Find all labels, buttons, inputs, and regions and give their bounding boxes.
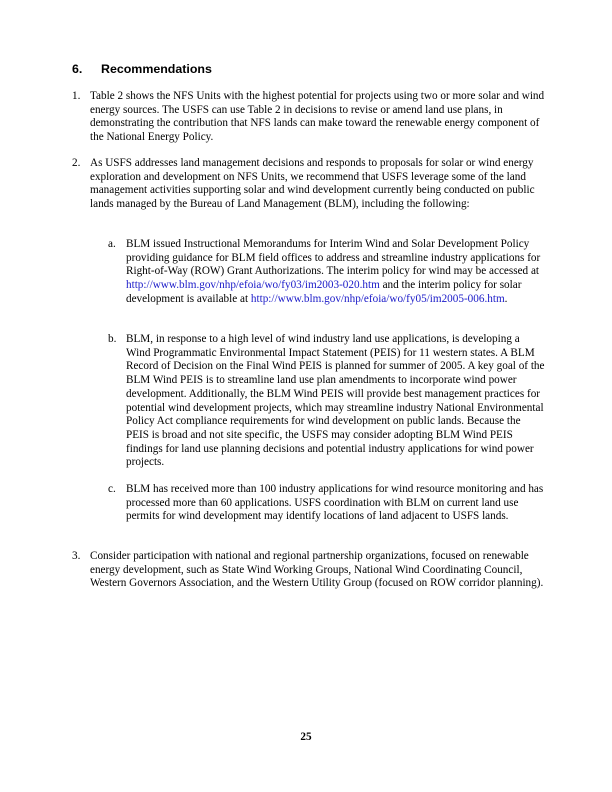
subitem-b-marker: b. [108, 333, 117, 345]
item-3-marker: 3. [72, 550, 81, 562]
page-number: 25 [300, 731, 312, 743]
solar-policy-link[interactable]: http://www.blm.gov/nhp/efoia/wo/fy05/im2005-006.htm [250, 292, 505, 305]
subitem-a-text-middle: and the interim policy for solar development is available at [126, 279, 522, 305]
subitem-a-text-before: BLM issued Instructional Memorandums for Interim Wind and Solar Development Policy providing guidance for BLM field offices to address and streamline industry applications for Right-of-Way (ROW) Grant Authorizations. The interim policy for wind may be accessed at [126, 238, 541, 278]
subitem-c-text: BLM has received more than 100 industry applications for wind resource monitoring and has processed more than 60 applications. USFS coordination with BLM on current land use permits for wind development may identify locations of land adjacent to USFS lands. [126, 483, 544, 523]
item-3-text: Consider participation with national and regional partnership organizations, focused on renewable energy development, such as State Wind Working Groups, National Wind Coordinating Council, Western Governors Association, and the Western Utility Group (focused on ROW corridor planning). [90, 550, 544, 590]
subitem-a-text [126, 238, 546, 307]
subitem-a-marker: a. [108, 238, 116, 250]
section-number: 6. [72, 62, 83, 76]
item-1-marker: 1. [72, 90, 81, 102]
item-2-marker: 2. [72, 157, 81, 169]
item-2-text: As USFS addresses land management decisions and responds to proposals for solar or wind energy exploration and development on NFS Units, we recommend that USFS leverage some of the land management activities supporting solar and wind development currently being conducted on public lands managed by the Bureau of Land Management (BLM), including the following: [90, 157, 535, 211]
section-heading [72, 62, 212, 76]
wind-policy-link[interactable]: http://www.blm.gov/nhp/efoia/wo/fy03/im2003-020.htm [126, 279, 380, 292]
subitem-a-text-after: . [504, 292, 508, 305]
item-1-text: Table 2 shows the NFS Units with the highest potential for projects using two or more solar and wind energy sources. The USFS can use Table 2 in decisions to revise or amend land use plans, in demonstrating the contribution that NFS lands can make toward the renewable energy component of the National Energy Policy. [90, 90, 545, 144]
section-title: Recommendations [101, 62, 212, 76]
subitem-c-marker: c. [108, 483, 116, 495]
subitem-b-text: BLM, in response to a high level of wind industry land use applications, is developing a Wind Programmatic Environmental Impact Statement (PEIS) for 11 western states. A BLM Record of Decision on the Final Wind PEIS is planned for summer of 2005. A key goal of the BLM Wind PEIS is to streamline land use plan amendments to incorporate wind power development. Additionally, the BLM Wind PEIS will provide best management practices for potential wind development projects, which may streamline industry National Environmental Policy Act compliance requirements for wind development on public lands. Because the PEIS is broad and not site specific, the USFS may consider adopting BLM Wind PEIS findings for land use planning decisions and potential industry applications for wind power projects. [126, 333, 545, 469]
